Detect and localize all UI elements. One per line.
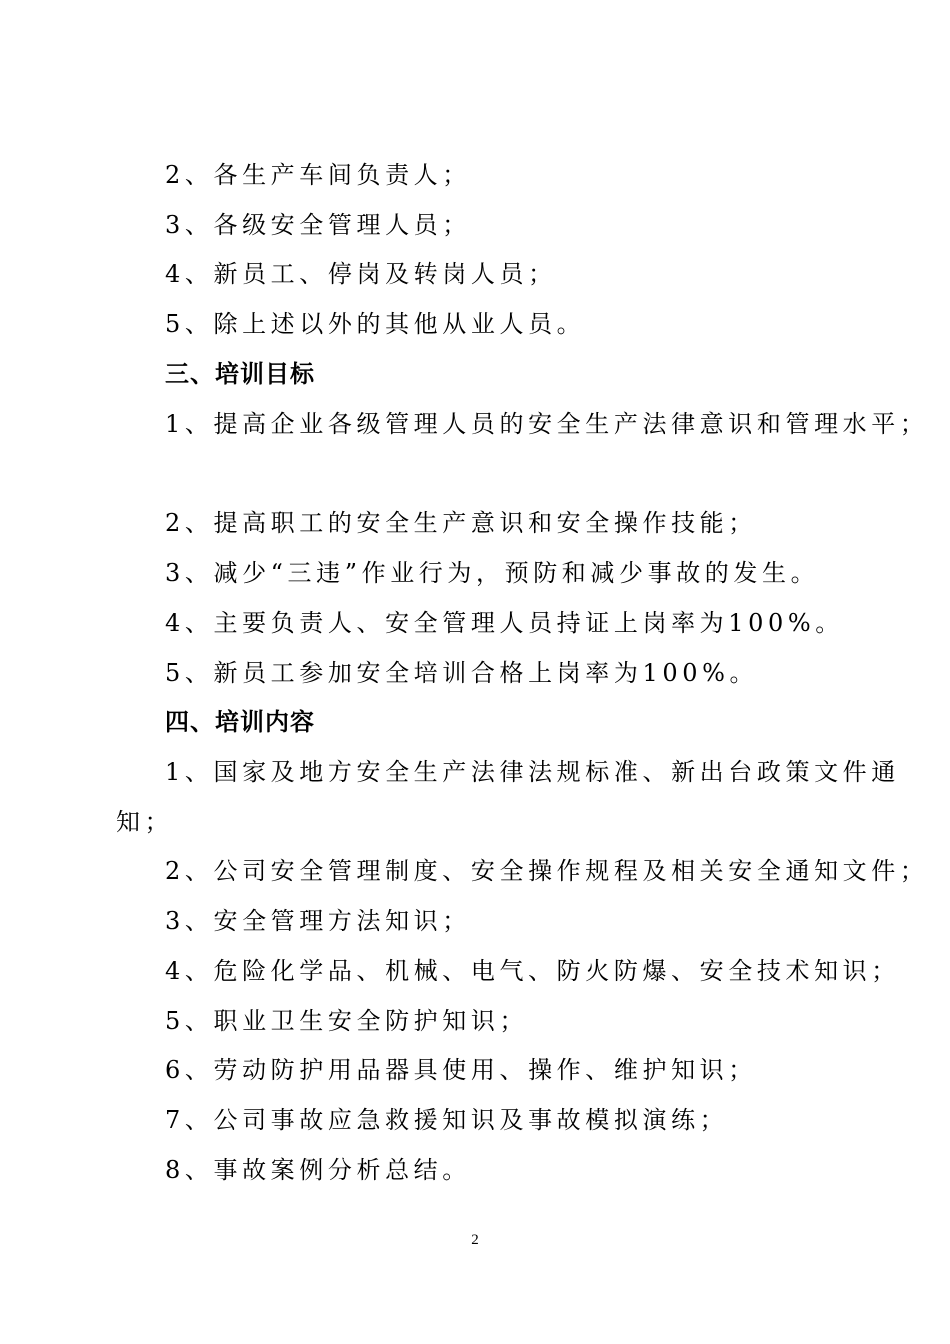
list-item: 2、公司安全管理制度、安全操作规程及相关安全通知文件；: [165, 857, 929, 885]
list-item: 1、提高企业各级管理人员的安全生产法律意识和管理水平；: [165, 410, 929, 438]
list-item: 5、职业卫生安全防护知识；: [165, 1007, 529, 1035]
list-item: 5、新员工参加安全培训合格上岗率为100%。: [165, 659, 759, 687]
section-heading-content: 四、培训内容: [165, 708, 315, 736]
list-item: 3、各级安全管理人员；: [165, 211, 471, 239]
list-item: 4、新员工、停岗及转岗人员；: [165, 260, 557, 288]
list-item: 4、主要负责人、安全管理人员持证上岗率为100%。: [165, 609, 844, 637]
list-item: 6、劳动防护用品器具使用、操作、维护知识；: [165, 1056, 757, 1084]
list-item: 4、危险化学品、机械、电气、防火防爆、安全技术知识；: [165, 957, 900, 985]
list-item-continuation: 知；: [116, 808, 174, 836]
list-item: 3、安全管理方法知识；: [165, 907, 471, 935]
section-heading-goals: 三、培训目标: [165, 360, 315, 388]
list-item: 7、公司事故应急救援知识及事故模拟演练；: [165, 1106, 729, 1134]
list-item: 1、国家及地方安全生产法律法规标准、新出台政策文件通: [165, 758, 900, 786]
list-item: 8、事故案例分析总结。: [165, 1156, 471, 1184]
list-item: 2、提高职工的安全生产意识和安全操作技能；: [165, 509, 757, 537]
page-number: 2: [471, 1232, 479, 1248]
list-item: 2、各生产车间负责人；: [165, 161, 471, 189]
list-item: 5、除上述以外的其他从业人员。: [165, 310, 586, 338]
list-item: 3、减少“三违”作业行为，预防和减少事故的发生。: [165, 559, 820, 587]
